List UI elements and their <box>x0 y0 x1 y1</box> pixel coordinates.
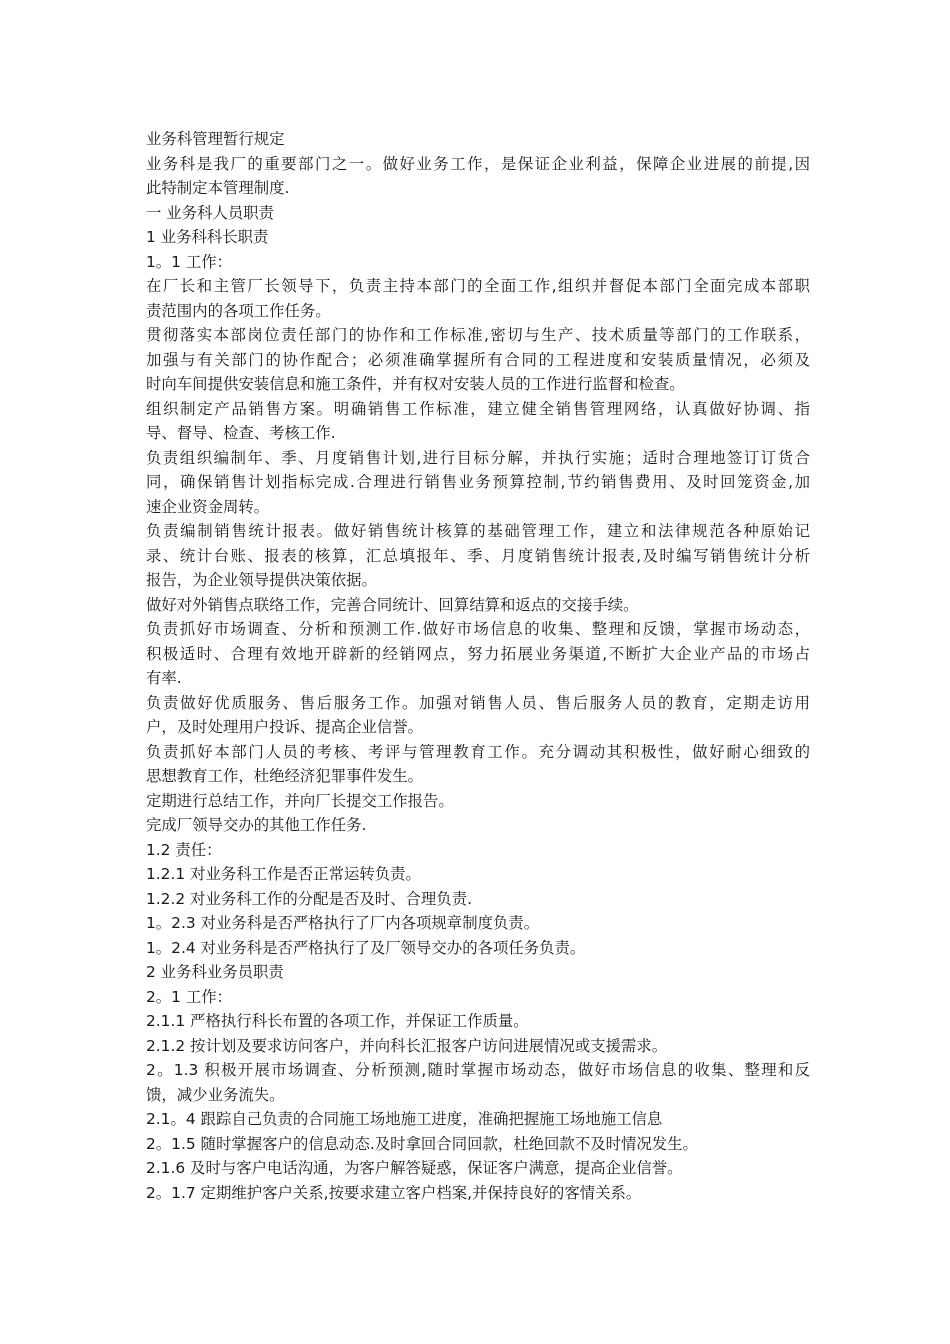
document-line: 责范围内的各项工作任务。 <box>146 301 331 320</box>
document-line: 负责编制销售统计报表。做好销售统计核算的基础管理工作，建立和法律规范各种原始记 <box>146 522 810 540</box>
document-line: 1.2.2 对业务科工作的分配是否及时、合理负责. <box>146 889 472 908</box>
document-line: 负责组织编制年、季、月度销售计划,进行目标分解，并执行实施；适时合理地签订订货合 <box>146 448 810 467</box>
document-line: 2 业务科业务员职责 <box>146 963 284 981</box>
document-line: 时向车间提供安装信息和施工条件，并有权对安装人员的工作进行监督和检查。 <box>146 375 685 393</box>
document-line: 完成厂领导交办的其他工作任务. <box>146 816 367 834</box>
document-line: 1.2.1 对业务科工作是否正常运转负责。 <box>146 865 421 883</box>
document-line: 思想教育工作，杜绝经济犯罪事件发生。 <box>146 767 424 785</box>
document-line: 1 业务科科长职责 <box>146 228 269 246</box>
document-line: 定期进行总结工作，并向厂长提交工作报告。 <box>146 791 454 810</box>
document-line: 一 业务科人员职责 <box>146 203 275 222</box>
document-line: 负责做好优质服务、售后服务工作。加强对销售人员、售后服务人员的教育，定期走访用 <box>146 693 810 712</box>
document-line: 录、统计台账、报表的核算，汇总填报年、季、月度销售统计报表,及时编写销售统计分析 <box>146 546 810 565</box>
document-line: 报告，为企业领导提供决策依据。 <box>146 571 377 589</box>
document-line: 做好对外销售点联络工作，完善合同统计、回算结算和返点的交接手续。 <box>146 595 639 614</box>
document-line: 有率. <box>146 669 182 687</box>
document-line: 组织制定产品销售方案。明确销售工作标准，建立健全销售管理网络，认真做好协调、指 <box>146 399 810 418</box>
document-line: 2。1 工作： <box>146 987 233 1006</box>
document-line: 加强与有关部门的协作配合；必须准确掌握所有合同的工程进度和安装质量情况，必须及 <box>146 350 810 369</box>
document-line: 2.1。4 跟踪自己负责的合同施工场地施工进度，准确把握施工场地施工信息 <box>146 1110 663 1128</box>
document-line: 业务科是我厂的重要部门之一。做好业务工作，是保证企业利益，保障企业进展的前提,因 <box>146 154 810 173</box>
document-line: 户，及时处理用户投诉、提高企业信誉。 <box>146 718 424 736</box>
document-line: 负责抓好市场调查、分析和预测工作.做好市场信息的收集、整理和反馈，掌握市场动态， <box>146 620 810 638</box>
document-line: 馈，减少业务流失。 <box>146 1085 285 1104</box>
document-body <box>146 127 810 1205</box>
document-line: 2.1.1 严格执行科长布置的各项工作，并保证工作质量。 <box>146 1012 529 1030</box>
document-title: 业务科管理暂行规定 <box>146 130 285 148</box>
document-line: 2。1.7 定期维护客户关系,按要求建立客户档案,并保持良好的客情关系。 <box>146 1183 642 1202</box>
document-page <box>146 127 810 1205</box>
document-line: 积极适时、合理有效地开辟新的经销网点，努力拓展业务渠道,不断扩大企业产品的市场占 <box>146 644 810 663</box>
document-line: 2.1.6 及时与客户电话沟通，为客户解答疑惑，保证客户满意，提高企业信誉。 <box>146 1159 683 1177</box>
document-line: 在厂长和主管厂长领导下，负责主持本部门的全面工作,组织并督促本部门全面完成本部职 <box>146 277 810 295</box>
document-line: 导、督导、检查、考核工作. <box>146 424 336 442</box>
document-line: 速企业资金周转。 <box>146 497 270 516</box>
document-line: 同，确保销售计划指标完成.合理进行销售业务预算控制,节约销售费用、及时回笼资金,加 <box>146 473 810 491</box>
document-line: 2.1.2 按计划及要求访问客户，并向科长汇报客户访问进展情况或支援需求。 <box>146 1036 668 1055</box>
document-line: 贯彻落实本部岗位责任部门的协作和工作标准,密切与生产、技术质量等部门的工作联系， <box>146 326 810 344</box>
document-line: 1。2.4 对业务科是否严格执行了及厂领导交办的各项任务负责。 <box>146 938 586 957</box>
document-line: 2。1.3 积极开展市场调查、分析预测,随时掌握市场动态，做好市场信息的收集、整理和反 <box>146 1061 810 1079</box>
document-line: 1.2 责任： <box>146 840 222 859</box>
document-line: 1。2.3 对业务科是否严格执行了厂内各项规章制度负责。 <box>146 914 540 932</box>
document-line: 此特制定本管理制度. <box>146 179 290 197</box>
document-line: 1。1 工作： <box>146 252 233 271</box>
document-line: 负责抓好本部门人员的考核、考评与管理教育工作。充分调动其积极性，做好耐心细致的 <box>146 742 810 761</box>
document-line: 2。1.5 随时掌握客户的信息动态.及时拿回合同回款，杜绝回款不及时情况发生。 <box>146 1134 698 1153</box>
